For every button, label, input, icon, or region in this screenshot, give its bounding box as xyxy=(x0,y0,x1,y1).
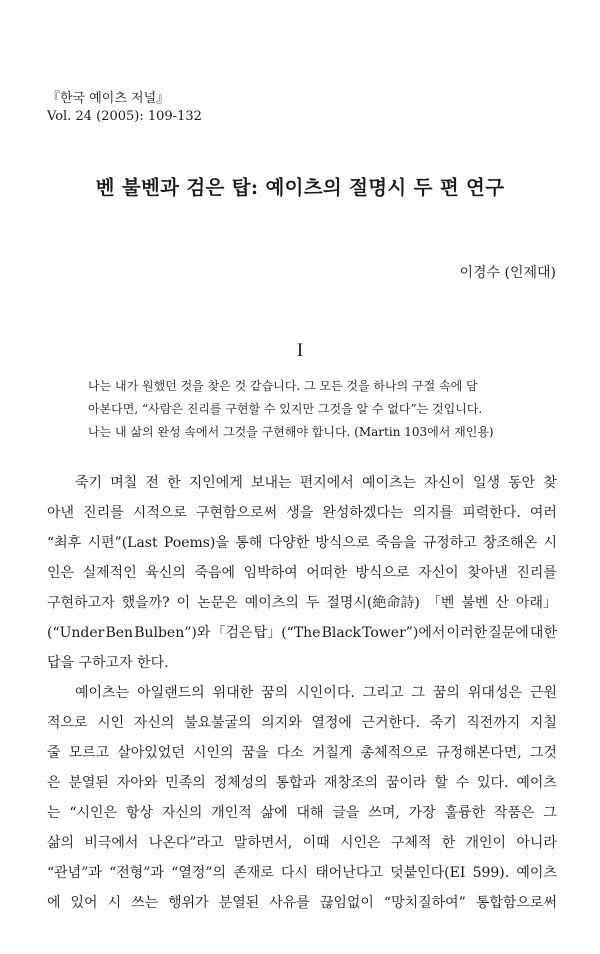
body-line: 는 “시인은 항상 자신의 개인적 삶에 대해 글을 쓰며, 가장 훌륭한 작품은 그 xyxy=(47,805,557,821)
body-line: 인은 실제적인 육신의 죽음에 임박하여 어떠한 방식으로 자신이 찾아낸 진리를 xyxy=(47,565,557,581)
body-line: 삶의 비극에서 나온다”라고 말하면서, 이때 시인은 구체적 한 개인이 아니라 xyxy=(47,835,557,851)
body-line: (“Under Ben Bulben”)와 「검은 탑」(“The Black Tower”)에서 이러한 질문에 대한 xyxy=(47,625,557,641)
body-text xyxy=(47,468,557,918)
body-line: “관념”과 “전형”과 “열정”의 존재로 다시 태어난다고 덧붙인다(EI 599). 예이츠 xyxy=(47,865,557,881)
body-line: 줄 모르고 살아있었던 시인의 꿈을 다소 거칠게 총체적으로 규정해본다면, 그것 xyxy=(47,745,557,761)
volume-info: Vol. 24 (2005): 109-132 xyxy=(47,109,202,124)
body-line: 에 있어 시 쓰는 행위가 분열된 사유를 끊임없이 “망치질하여” 통합함으로써 xyxy=(47,895,557,911)
body-line: “최후 시편”(Last Poems)을 통해 다양한 방식으로 죽음을 규정하고 창조해온 시 xyxy=(47,535,557,551)
body-line: 답을 구하고자 한다. xyxy=(47,655,169,671)
body-line: 예이츠는 아일랜드의 위대한 꿈의 시인이다. 그리고 그 꿈의 위대성은 근원 xyxy=(75,685,557,701)
article-author: 이경수 (인제대) xyxy=(459,265,556,281)
body-line: 죽기 며칠 전 한 지인에게 보내는 편지에서 예이츠는 자신이 일생 동안 찾 xyxy=(75,475,557,491)
journal-header xyxy=(47,90,202,126)
body-line: 은 분열된 자아와 민족의 정체성의 통합과 재창조의 꿈이라 할 수 있다. 예이츠 xyxy=(47,775,557,791)
body-line: 아낸 진리를 시적으로 구현함으로써 생을 완성하겠다는 의지를 피력한다. 여러 xyxy=(47,505,557,521)
section-heading: I xyxy=(296,340,304,361)
body-line: 적으로 시인 자신의 불요불굴의 의지와 열정에 근거한다. 죽기 직전까지 지칠 xyxy=(47,715,557,731)
epigraph-line: 나는 내가 원했던 것을 찾은 것 같습니다. 그 모든 것을 하나의 구절 속에 담 xyxy=(88,379,478,393)
epigraph xyxy=(88,375,528,444)
article-title: 벤 불벤과 검은 탑: 예이츠의 절명시 두 편 연구 xyxy=(95,176,505,199)
journal-name: 『한국 예이츠 저널』 xyxy=(47,91,170,106)
epigraph-line: 나는 내 삶의 완성 속에서 그것을 구현해야 합니다. (Martin 103에서 재인용) xyxy=(88,425,494,439)
body-line: 구현하고자 했을까? 이 논문은 예이츠의 두 절명시(絶命詩) 「벤 불벤 산 아래」 xyxy=(47,595,557,611)
epigraph-line: 아본다면, “사람은 진리를 구현할 수 있지만 그것을 알 수 없다”는 것입니다. xyxy=(88,402,483,416)
